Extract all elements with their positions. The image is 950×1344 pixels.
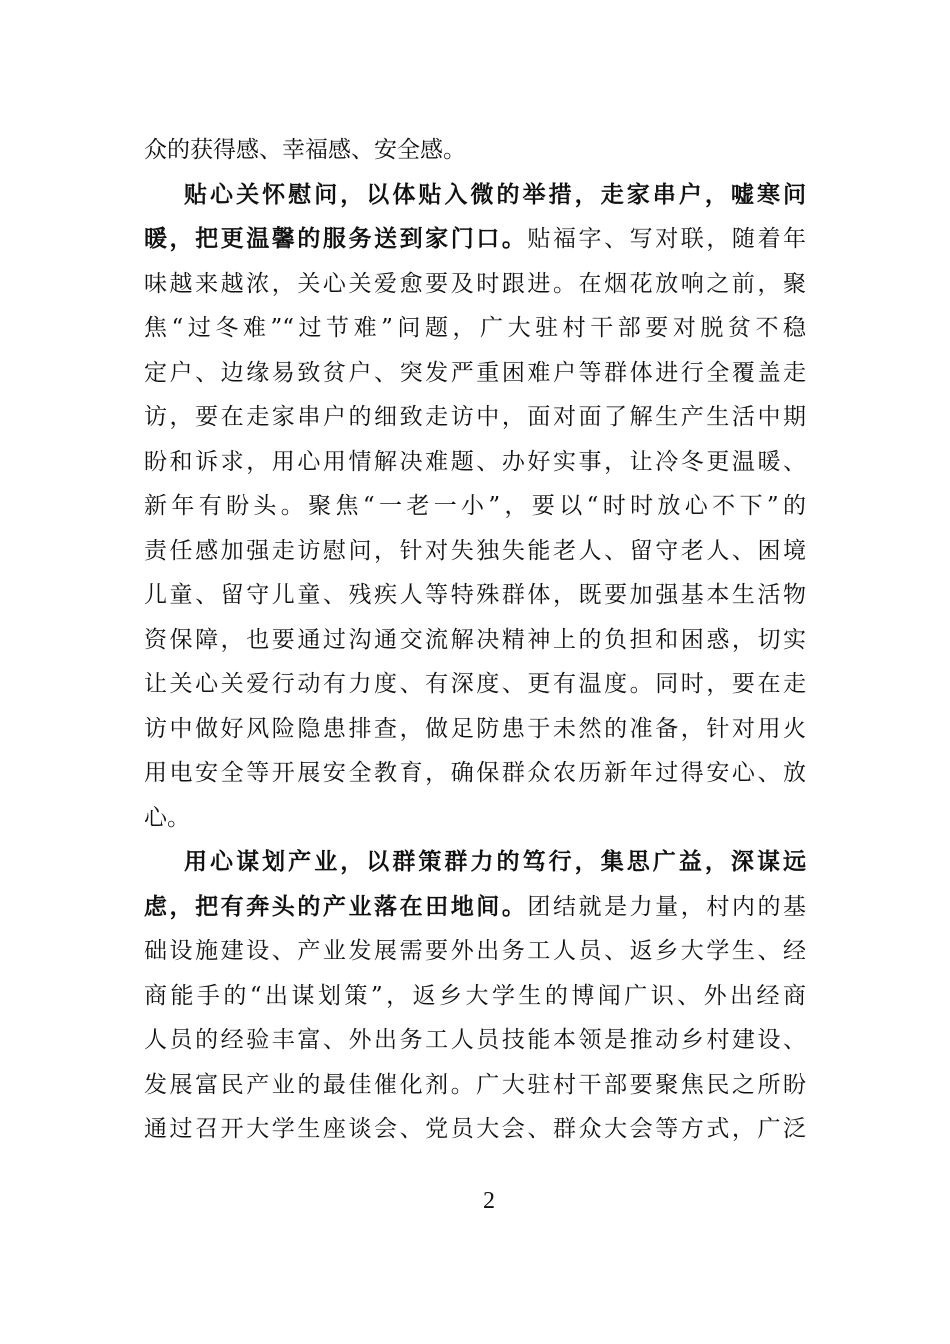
text-line xyxy=(144,707,806,752)
text-line xyxy=(144,1107,806,1152)
bold-lead-text: 虑，把有奔头的产业落在田地间。 xyxy=(144,893,528,920)
text-line xyxy=(144,306,806,351)
bold-lead-text: 贴心关怀慰问，以体贴入微的举措，走家串户，嘘寒问 xyxy=(184,181,806,208)
text-line xyxy=(144,885,806,930)
body-text: 责任感加强走访慰问，针对失独失能老人、留守老人、困境 xyxy=(144,537,806,564)
text-line xyxy=(144,751,806,796)
body-text: 访，要在走家串户的细致走访中，面对面了解生产生活中期 xyxy=(144,404,806,430)
document-body xyxy=(144,128,806,1152)
text-line xyxy=(144,1018,806,1063)
bold-lead-text: 用心谋划产业，以群策群力的笃行，集思广益，深谋远 xyxy=(184,849,806,875)
body-text: 础设施建设、产业发展需要外出务工人员、返乡大学生、经 xyxy=(144,938,806,964)
body-text: 贴福字、写对联，随着年 xyxy=(527,226,807,252)
text-line xyxy=(144,929,806,974)
body-text: 让关心关爱行动有力度、有深度、更有温度。同时，要在走 xyxy=(144,671,806,697)
bold-lead-text: 暖，把更温馨的服务送到家门口。 xyxy=(144,226,528,252)
body-text: 众的获得感、幸福感、安全感。 xyxy=(144,137,466,163)
text-line xyxy=(144,217,806,262)
body-text: 人员的经验丰富、外出务工人员技能本领是推动乡村建设、 xyxy=(144,1027,806,1053)
body-text: 资保障，也要通过沟通交流解决精神上的负担和困惑，切实 xyxy=(144,626,806,653)
page-number: 2 xyxy=(483,1188,495,1214)
body-text: 心。 xyxy=(144,804,190,831)
body-text: 访中做好风险隐患排查，做足防患于未然的准备，针对用火 xyxy=(144,715,806,742)
text-line xyxy=(144,974,806,1019)
body-text: 味越来越浓，关心关爱愈要及时跟进。在烟花放响之前，聚 xyxy=(144,270,806,297)
text-line xyxy=(144,351,806,396)
body-text: 团结就是力量，村内的基 xyxy=(527,893,807,920)
text-line xyxy=(144,395,806,440)
body-text: 用电安全等开展安全教育，确保群众农历新年过得安心、放 xyxy=(144,760,806,786)
text-line xyxy=(144,128,806,173)
body-text: 发展富民产业的最佳催化剂。广大驻村干部要聚焦民之所盼 xyxy=(144,1071,806,1098)
text-line xyxy=(144,173,806,218)
body-text: 新年有盼头。聚焦“一老一小”，要以“时时放心不下”的 xyxy=(144,493,806,519)
body-text: 定户、边缘易致贫户、突发严重困难户等群体进行全覆盖走 xyxy=(144,359,806,386)
text-line xyxy=(144,662,806,707)
body-text: 通过召开大学生座谈会、党员大会、群众大会等方式，广泛 xyxy=(144,1116,806,1142)
text-line xyxy=(144,1063,806,1108)
text-line xyxy=(144,573,806,618)
body-text: 焦“过冬难”“过节难”问题，广大驻村干部要对脱贫不稳 xyxy=(144,315,806,341)
text-line xyxy=(144,262,806,307)
text-line xyxy=(144,484,806,529)
body-text: 商能手的“出谋划策”，返乡大学生的博闻广识、外出经商 xyxy=(144,982,806,1009)
body-text: 儿童、留守儿童、残疾人等特殊群体，既要加强基本生活物 xyxy=(144,582,806,608)
text-line xyxy=(144,796,806,841)
text-line xyxy=(144,529,806,574)
text-line xyxy=(144,440,806,485)
text-line xyxy=(144,840,806,885)
text-line xyxy=(144,618,806,663)
body-text: 盼和诉求，用心用情解决难题、办好实事，让冷冬更温暖、 xyxy=(144,448,806,475)
